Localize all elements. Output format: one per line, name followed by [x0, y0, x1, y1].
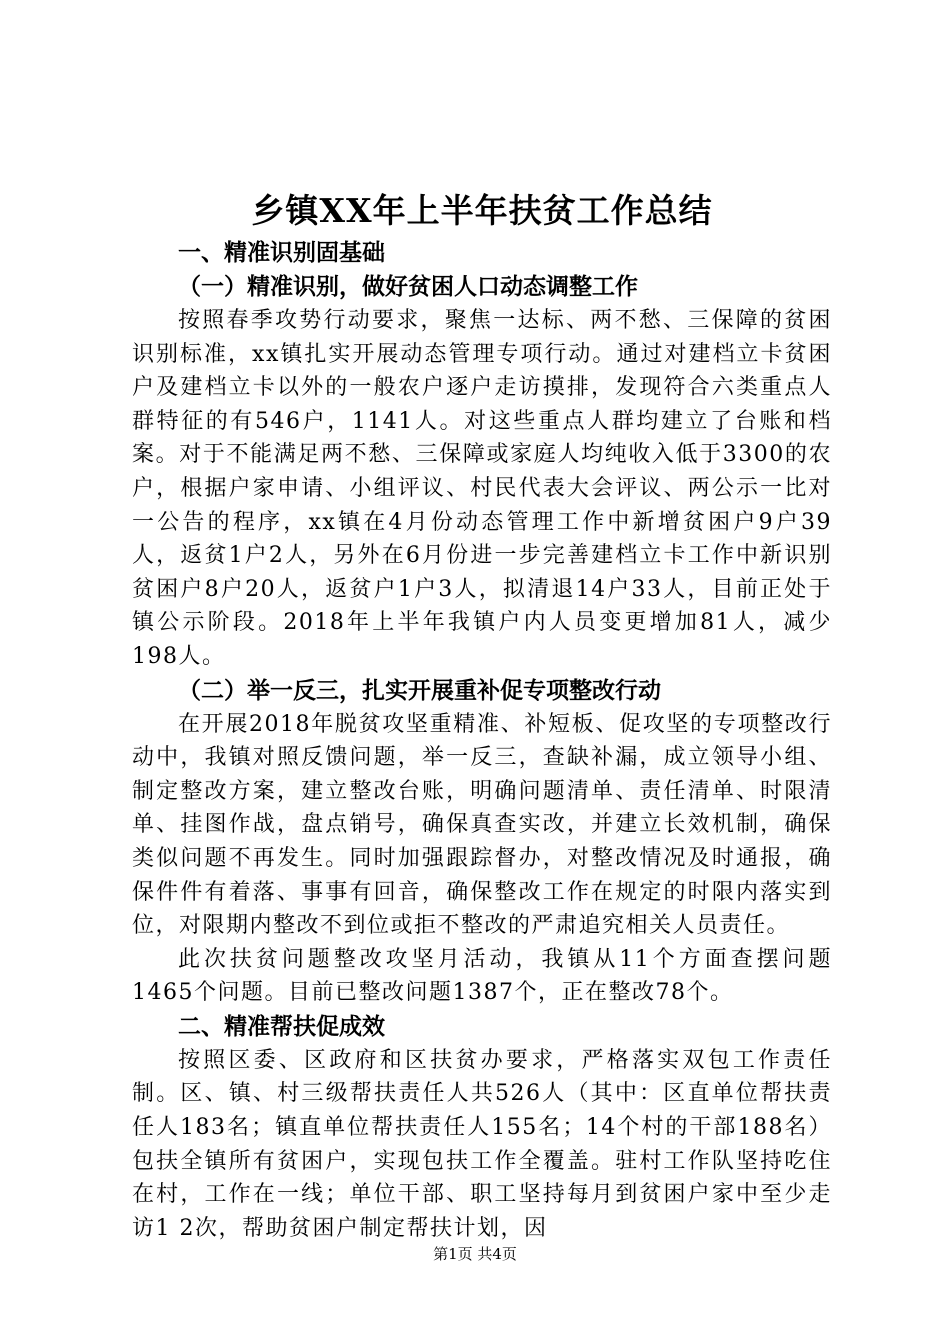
document-page: [132, 186, 832, 1245]
subsection-heading-2: （二）举一反三，扎实开展重补促专项整改行动: [178, 676, 661, 704]
paragraph-4: 按照区委、区政府和区扶贫办要求，严格落实双包工作责任制。区、镇、村三级帮扶责任人共526人（其中：区直单位帮扶责任人183名；镇直单位帮扶责任人155名；14个村的干部188名）包扶全镇所有贫困户，实现包扶工作全覆盖。驻村工作队坚持吃住在村，工作在一线；单位干部、职工坚持每月到贫困户家中至少走访1 2次，帮助贫困户制定帮扶计划，因: [132, 1047, 832, 1241]
page-footer: 第1页 共4页: [433, 1245, 517, 1263]
paragraph-2: 在开展2018年脱贫攻坚重精准、补短板、促攻坚的专项整改行动中，我镇对照反馈问题，举一反三，查缺补漏，成立领导小组、制定整改方案，建立整改台账，明确问题清单、责任清单、时限清单、挂图作战，盘点销号，确保真查实改，并建立长效机制，确保类似问题不再发生。同时加强跟踪督办，对整改情况及时通报，确保件件有着落、事事有回音，确保整改工作在规定的时限内落实到位，对限期内整改不到位或拒不整改的严肃追究相关人员责任。: [132, 711, 832, 939]
subsection-heading-1: （一）精准识别，做好贫困人口动态调整工作: [178, 273, 638, 300]
paragraph-1: 按照春季攻势行动要求，聚焦一达标、两不愁、三保障的贫困识别标准，xx镇扎实开展动态管理专项行动。通过对建档立卡贫困户及建档立卡以外的一般农户逐户走访摸排，发现符合六类重点人群特征的有546户，1141人。对这些重点人群均建立了台账和档案。对于不能满足两不愁、三保障或家庭人均纯收入低于3300的农户，根据户家申请、小组评议、村民代表大会评议、两公示一比对一公告的程序，xx镇在4月份动态管理工作中新增贫困户9户39人，返贫1户2人，另外在6月份进一步完善建档立卡工作中新识别贫困户8户20人，返贫户1户3人，拟清退14户33人，目前正处于镇公示阶段。2018年上半年我镇户内人员变更增加81人，减少198人。: [132, 308, 832, 669]
paragraph-3: 此次扶贫问题整改攻坚月活动，我镇从11个方面查摆问题1465个问题。目前已整改问题1387个，正在整改78个。: [132, 946, 832, 1006]
document-title: 乡镇XX年上半年扶贫工作总结: [251, 191, 713, 230]
section-heading-2: 二、精准帮扶促成效: [178, 1012, 385, 1040]
section-heading-1: 一、精准识别固基础: [178, 239, 385, 266]
